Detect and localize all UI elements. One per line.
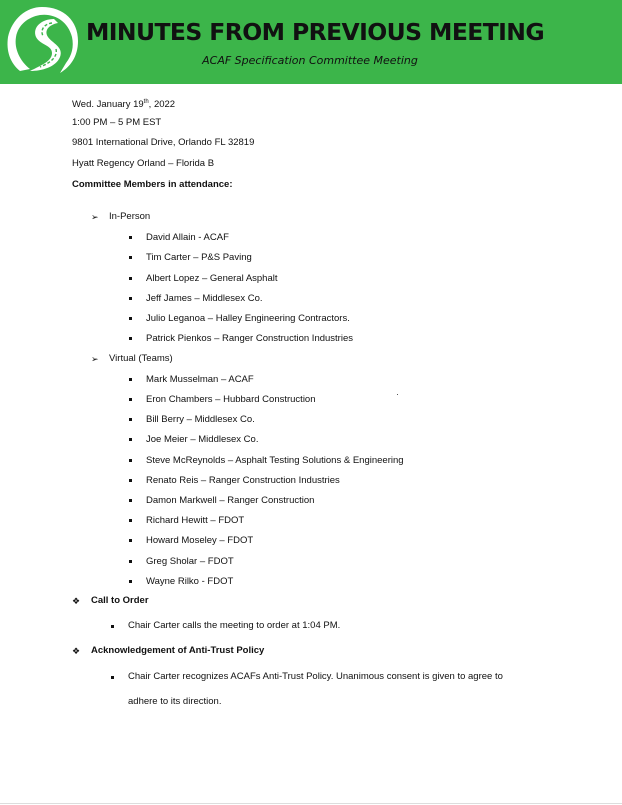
square-bullet-icon [111, 625, 114, 628]
arrow-bullet-icon: ➢ [91, 212, 99, 222]
agenda-heading: Acknowledgement of Anti-Trust Policy [91, 645, 265, 656]
square-bullet-icon [129, 317, 132, 320]
member-item: Damon Markwell – Ranger Construction [146, 495, 315, 506]
member-item: Greg Sholar – FDOT [146, 556, 234, 567]
member-item: Tim Carter – P&S Paving [146, 252, 252, 263]
member-item: Wayne Rilko - FDOT [146, 576, 234, 587]
attendance-heading: Committee Members in attendance: [72, 179, 233, 190]
page-subtitle: ACAF Specification Committee Meeting [202, 54, 418, 67]
square-bullet-icon [129, 499, 132, 502]
square-bullet-icon [129, 297, 132, 300]
arrow-bullet-icon: ➢ [91, 354, 99, 364]
member-item: Patrick Pienkos – Ranger Construction Industries [146, 333, 353, 344]
page-title: MINUTES FROM PREVIOUS MEETING [86, 18, 545, 46]
member-item: Eron Chambers – Hubbard Construction [146, 394, 316, 405]
diamond-bullet-icon: ❖ [72, 596, 81, 606]
page-bottom-rule [0, 803, 622, 804]
meeting-address: 9801 International Drive, Orlando FL 32819 [72, 137, 255, 148]
square-bullet-icon [129, 438, 132, 441]
square-bullet-icon [129, 519, 132, 522]
member-item: Richard Hewitt – FDOT [146, 515, 245, 526]
header-banner [0, 0, 622, 84]
agenda-item: Chair Carter recognizes ACAFs Anti-Trust Policy. Unanimous consent is given to agree to [128, 671, 503, 682]
member-item: Mark Musselman – ACAF [146, 374, 254, 385]
member-item: Julio Leganoa – Halley Engineering Contractors. [146, 313, 350, 324]
square-bullet-icon [129, 479, 132, 482]
square-bullet-icon [129, 580, 132, 583]
member-item: Albert Lopez – General Asphalt [146, 273, 278, 284]
meeting-venue: Hyatt Regency Orland – Florida B [72, 158, 215, 169]
square-bullet-icon [129, 256, 132, 259]
square-bullet-icon [111, 676, 114, 679]
member-item: David Allain - ACAF [146, 232, 229, 243]
square-bullet-icon [129, 418, 132, 421]
member-item: Bill Berry – Middlesex Co. [146, 414, 255, 425]
meeting-date [72, 96, 175, 111]
member-item: Joe Meier – Middlesex Co. [146, 434, 259, 445]
square-bullet-icon [129, 236, 132, 239]
meeting-time: 1:00 PM – 5 PM EST [72, 117, 162, 128]
square-bullet-icon [129, 560, 132, 563]
square-bullet-icon [129, 459, 132, 462]
square-bullet-icon [129, 337, 132, 340]
diamond-bullet-icon: ❖ [72, 646, 81, 656]
member-item: Steve McReynolds – Asphalt Testing Solutions & Engineering [146, 455, 404, 466]
date-text: Wed. January 19 [72, 99, 144, 111]
stray-mark [397, 394, 398, 395]
square-bullet-icon [129, 539, 132, 542]
agenda-item: Chair Carter calls the meeting to order at 1:04 PM. [128, 620, 341, 631]
member-item: Renato Reis – Ranger Construction Industries [146, 475, 340, 486]
square-bullet-icon [129, 277, 132, 280]
virtual-label: Virtual (Teams) [109, 353, 173, 364]
in-person-label: In-Person [109, 211, 151, 222]
agenda-heading: Call to Order [91, 595, 149, 606]
date-year: , 2022 [148, 99, 176, 111]
agenda-item-continued: adhere to its direction. [128, 696, 222, 707]
road-logo-icon [2, 3, 82, 78]
member-item: Jeff James – Middlesex Co. [146, 293, 263, 304]
square-bullet-icon [129, 378, 132, 381]
square-bullet-icon [129, 398, 132, 401]
date-ordinal: th [143, 99, 149, 105]
member-item: Howard Moseley – FDOT [146, 535, 254, 546]
